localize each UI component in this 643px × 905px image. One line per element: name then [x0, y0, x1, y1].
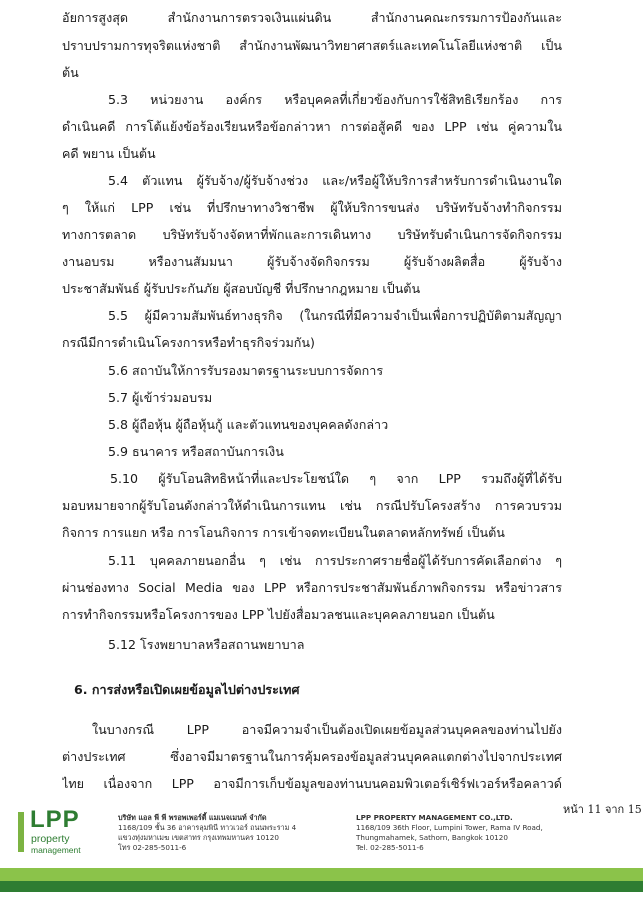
item-5-10: 5.10 ผู้รับโอนสิทธิหน้าที่และประโยชน์ใด ๆ จาก LPP รวมถึงผู้ที่ได้รับ — [110, 471, 562, 486]
text-line: อัยการสูงสุด สำนักงานการตรวจเงินแผ่นดิน สำนักงานคณะกรรมการป้องกันและ — [62, 10, 562, 25]
logo-wordmark: LPP — [30, 806, 80, 833]
text-line: กรณีมีการดำเนินโครงการหรือทำธุรกิจร่วมกัน) — [62, 335, 315, 350]
phone-line: Tel. 02-285-5011-6 — [356, 843, 424, 852]
address-thai — [118, 813, 296, 853]
item-5-12: 5.12 โรงพยาบาลหรือสถานพยาบาล — [108, 637, 305, 652]
text-line: กิจการ การแยก หรือ การโอนกิจการ การเข้าจดทะเบียนในตลาดหลักทรัพย์ เป็นต้น — [62, 525, 505, 540]
item-5-7: 5.7 ผู้เข้าร่วมอบรม — [108, 390, 213, 405]
text-line: งานอบรม หรืองานสัมมนา ผู้รับจ้างจัดกิจกรรม ผู้รับจ้างผลิตสื่อ ผู้รับจ้าง — [62, 254, 562, 269]
text-line: ในบางกรณี LPP อาจมีความจำเป็นต้องเปิดเผยข้อมูลส่วนบุคคลของท่านไปยัง — [92, 722, 562, 737]
text-line: ประชาสัมพันธ์ ผู้รับประกันภัย ผู้สอบบัญชี ที่ปรึกษากฎหมาย เป็นต้น — [62, 281, 421, 296]
item-5-11: 5.11 บุคคลภายนอกอื่น ๆ เช่น การประกาศรายชื่อผู้ได้รับการคัดเลือกต่าง ๆ — [108, 553, 562, 568]
footer-band-light — [0, 868, 643, 881]
footer-band-dark — [0, 881, 643, 892]
page-footer — [0, 800, 643, 905]
item-5-3: 5.3 หน่วยงาน องค์กร หรือบุคคลที่เกี่ยวข้องกับการใช้สิทธิเรียกร้อง การ — [108, 92, 562, 107]
text-line: ๆ ให้แก่ LPP เช่น ที่ปรึกษาทางวิชาชีพ ผู้ให้บริการขนส่ง บริษัทรับจ้างทำกิจกรรม — [62, 200, 562, 215]
page-number: หน้า 11 จาก 15 — [563, 803, 642, 816]
address-line: Thungmahamek, Sathorn, Bangkok 10120 — [356, 833, 508, 842]
item-5-4: 5.4 ตัวแทน ผู้รับจ้าง/ผู้รับจ้างช่วง และ/หรือผู้ให้บริการสำหรับการดำเนินงานใด — [108, 173, 562, 188]
address-english — [356, 813, 543, 853]
text-line: ต่างประเทศ ซึ่งอาจมีมาตรฐานในการคุ้มครองข้อมูลส่วนบุคคลแตกต่างไปจากประเทศ — [62, 749, 562, 764]
logo-subtitle-2: management — [31, 845, 81, 855]
phone-line: โทร 02-285-5011-6 — [118, 843, 187, 852]
address-line: 1168/109 36th Floor, Lumpini Tower, Rama IV Road, — [356, 823, 543, 832]
company-name-english: LPP PROPERTY MANAGEMENT CO.,LTD. — [356, 813, 513, 822]
text-line: ผ่านช่องทาง Social Media ของ LPP หรือการประชาสัมพันธ์ภาพกิจกรรม หรือข่าวสาร — [62, 580, 562, 595]
text-line: ต้น — [62, 65, 79, 80]
logo-subtitle: property — [31, 833, 70, 845]
item-5-8: 5.8 ผู้ถือหุ้น ผู้ถือหุ้นกู้ และตัวแทนของบุคคลดังกล่าว — [108, 417, 389, 432]
logo-bar — [18, 812, 24, 852]
address-line: แขวงทุ่งมหาเมฆ เขตสาทร กรุงเทพมหานคร 10120 — [118, 833, 279, 842]
text-line: การทำกิจกรรมหรือโครงการของ LPP ไปยังสื่อมวลชนและบุคคลภายนอก เป็นต้น — [62, 607, 495, 622]
section-heading-6: 6. การส่งหรือเปิดเผยข้อมูลไปต่างประเทศ — [74, 682, 300, 697]
lpp-logo — [18, 806, 108, 860]
text-line: มอบหมายจากผู้รับโอนดังกล่าวให้ดำเนินการแทน เช่น กรณีปรับโครงสร้าง การควบรวม — [62, 498, 562, 513]
text-line: คดี พยาน เป็นต้น — [62, 146, 156, 161]
text-line: ดำเนินคดี การโต้แย้งข้อร้องเรียนหรือข้อกล่าวหา การต่อสู้คดี ของ LPP เช่น คู่ความใน — [62, 119, 562, 134]
item-5-5: 5.5 ผู้มีความสัมพันธ์ทางธุรกิจ (ในกรณีที่มีความจำเป็นเพื่อการปฏิบัติตามสัญญา — [108, 308, 562, 323]
company-name-thai: บริษัท แอล พี พี พรอพเพอร์ตี้ แมเนจเมนท์ จำกัด — [118, 813, 267, 822]
address-line: 1168/109 ชั้น 36 อาคารลุมพินี ทาวเวอร์ ถนนพระราม 4 — [118, 823, 297, 832]
item-5-6: 5.6 สถาบันให้การรับรองมาตรฐานระบบการจัดการ — [108, 363, 384, 378]
item-5-9: 5.9 ธนาคาร หรือสถาบันการเงิน — [108, 444, 284, 459]
text-line: ไทย เนื่องจาก LPP อาจมีการเก็บข้อมูลของท่านบนคอมพิวเตอร์เซิร์ฟเวอร์หรือคลาวด์ — [62, 776, 562, 791]
text-line: ปราบปรามการทุจริตแห่งชาติ สำนักงานพัฒนาวิทยาศาสตร์และเทคโนโลยีแห่งชาติ เป็น — [62, 38, 562, 53]
text-line: ทางการตลาด บริษัทรับจ้างจัดหาที่พักและการเดินทาง บริษัทรับดำเนินการจัดกิจกรรม — [62, 227, 562, 242]
